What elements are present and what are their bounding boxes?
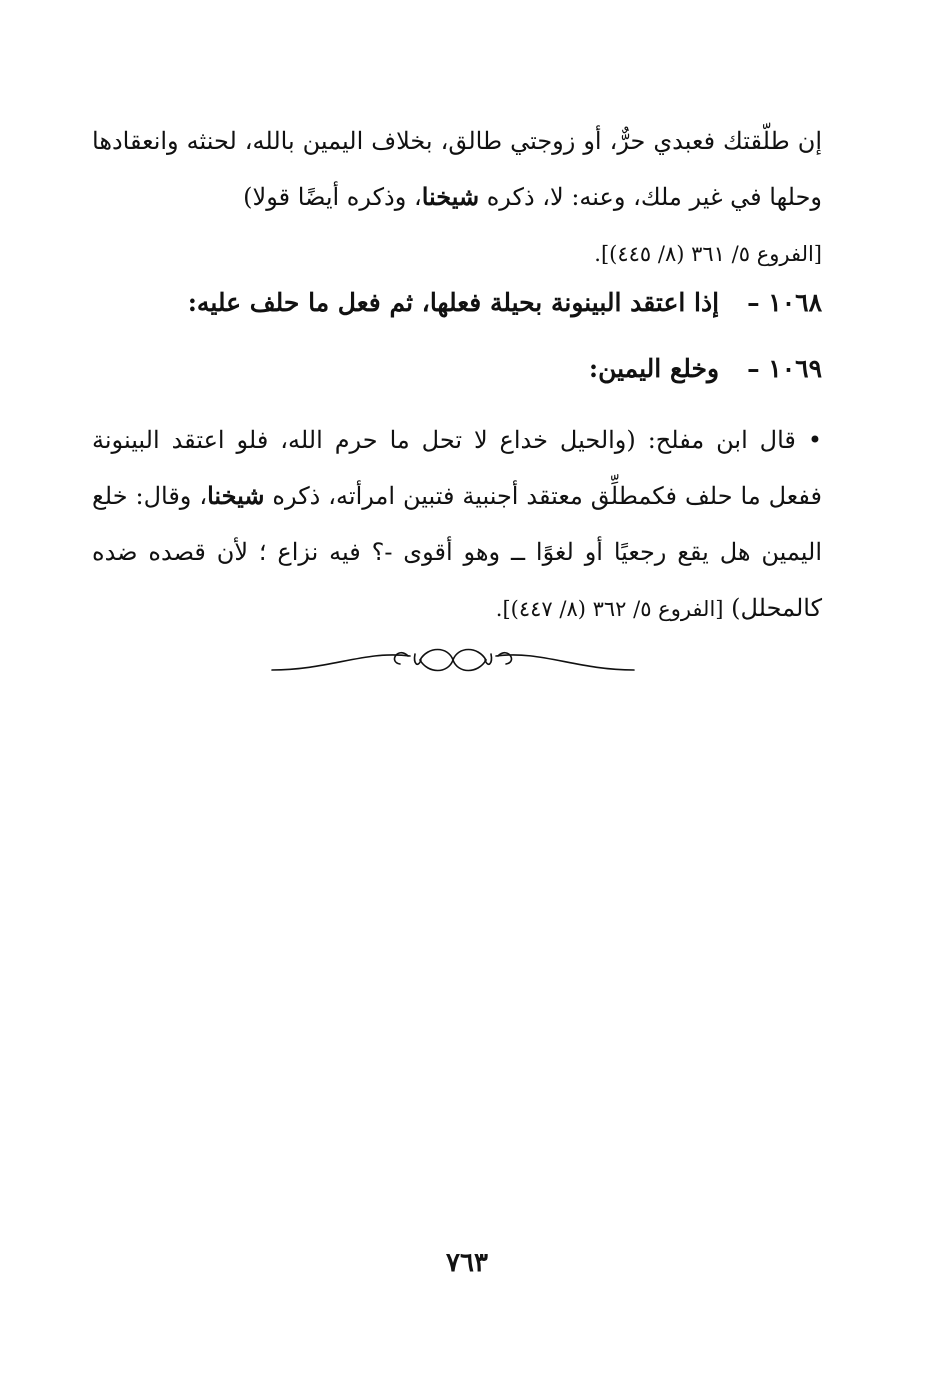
paragraph-1-line-2b: ، وذكره أيضًا قولا) — [243, 183, 422, 211]
heading-1069-number: ١٠٦٩ – — [747, 354, 822, 383]
paragraph-1-line-2a: وانعقادها وحلها في غير ملك، وعنه: لا، ذكره — [92, 127, 822, 211]
paragraph-1 — [92, 113, 822, 282]
heading-1068 — [92, 283, 822, 323]
paragraph-1-bold-name: شيخنا — [421, 182, 480, 211]
heading-1068-text: إذا اعتقد البينونة بحيلة فعلها، ثم فعل ما حلف عليه: — [187, 288, 720, 317]
heading-1069-text: وخلع اليمين: — [588, 354, 720, 383]
heading-1068-number: ١٠٦٨ – — [747, 288, 822, 317]
paragraph-2-bold-name: شيخنا — [207, 481, 265, 510]
ornamental-divider — [270, 640, 636, 680]
paragraph-2-part-2: ، وقال: خلع اليمين هل يقع رجعيًا أو لغوًا ــ وهو أقوى -؟ فيه نزاع ؛ لأن قصده ضده كالمحلل) — [92, 482, 822, 622]
paragraph-1-reference: [الفروع ٥/ ٣٦١ (٨/ ٤٤٥)]. — [594, 242, 822, 266]
page-number: ٧٦٣ — [446, 1248, 488, 1278]
paragraph-2 — [92, 412, 822, 637]
paragraph-2-part-1: • قال ابن مفلح: (والحيل خداع لا تحل ما حرم الله، فلو اعتقد البينونة ففعل ما حلف فكمطلِّق معتقد أجنبية فتبين امرأته، ذكره — [92, 426, 822, 510]
paragraph-2-reference: [الفروع ٥/ ٣٦٢ (٨/ ٤٤٧)]. — [495, 597, 724, 621]
paragraph-1-line-1: إن طلّقتك فعبدي حرٌّ، أو زوجتي طالق، بخلاف اليمين بالله، لحنثه — [186, 127, 822, 155]
heading-1069 — [92, 349, 822, 389]
